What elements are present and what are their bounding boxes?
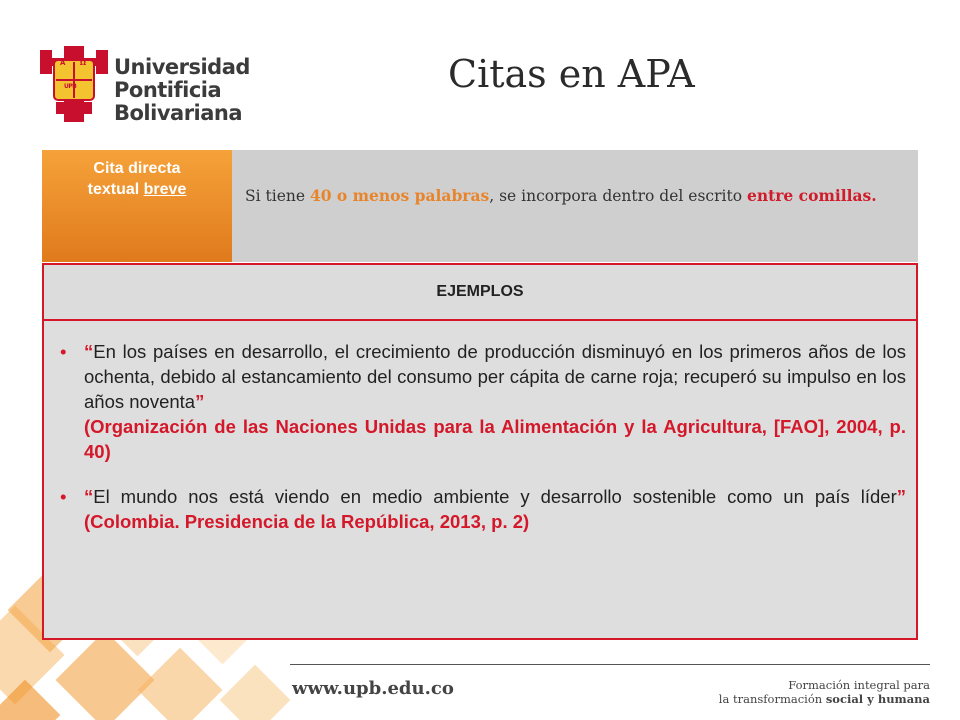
example-text: En los países en desarrollo, el crecimiento de producción disminuyó en los primeros años de los ochenta, debido al estancamiento del consumo per cápita de carne roja; recuperó su impulso en los años noventa — [84, 341, 906, 412]
university-logo — [38, 44, 258, 124]
list-item — [60, 484, 906, 534]
cita-label-breve: breve — [143, 181, 187, 198]
ejemplos-panel — [42, 321, 918, 640]
desc-red: entre comillas. — [746, 186, 877, 205]
footer-divider — [290, 664, 930, 665]
tagline-line2-bold: social y humana — [825, 692, 930, 706]
example-text: El mundo nos está viendo en medio ambiente y desarrollo sostenible como un país líder — [93, 486, 897, 507]
cita-description — [245, 183, 910, 209]
open-quote: “ — [84, 341, 94, 362]
footer-url[interactable]: www.upb.edu.co — [292, 678, 454, 699]
logo-line-2: Pontificia — [114, 78, 222, 102]
list-item — [60, 339, 906, 464]
logo-line-1: Universidad — [114, 55, 250, 79]
example-citation: (Colombia. Presidencia de la República, 2013, p. 2) — [84, 511, 530, 532]
cita-label-line1: Cita directa — [93, 160, 181, 177]
shield-letters-upb: UPB — [64, 83, 77, 90]
example-citation: (Organización de las Naciones Unidas para la Alimentación y la Agricultura, [FAO], 2004, p. 40) — [84, 416, 906, 462]
page-title: Citas en APA — [448, 52, 695, 96]
close-quote: ” — [896, 486, 906, 507]
cita-directa-row — [42, 150, 918, 262]
cita-label-line2-prefix: textual — [87, 181, 144, 198]
footer-tagline — [719, 678, 930, 706]
logo-line-3: Bolivariana — [114, 101, 243, 125]
desc-highlight: 40 o menos palabras — [309, 186, 490, 205]
bullet-icon: • — [60, 341, 67, 362]
desc-mid: , se incorpora dentro del escrito — [489, 187, 747, 205]
bullet-icon: • — [60, 486, 67, 507]
ejemplos-heading: EJEMPLOS — [42, 263, 918, 321]
shield-letter-alpha: A — [60, 59, 65, 67]
cita-label — [42, 150, 232, 262]
close-quote: ” — [195, 391, 205, 412]
tagline-line1: Formación integral para — [788, 678, 930, 692]
open-quote: “ — [84, 486, 94, 507]
shield-letter-omega: Ω — [80, 59, 86, 67]
tagline-line2-pre: la transformación — [718, 692, 826, 706]
desc-pre: Si tiene — [245, 187, 310, 205]
ejemplos-list — [44, 321, 916, 534]
